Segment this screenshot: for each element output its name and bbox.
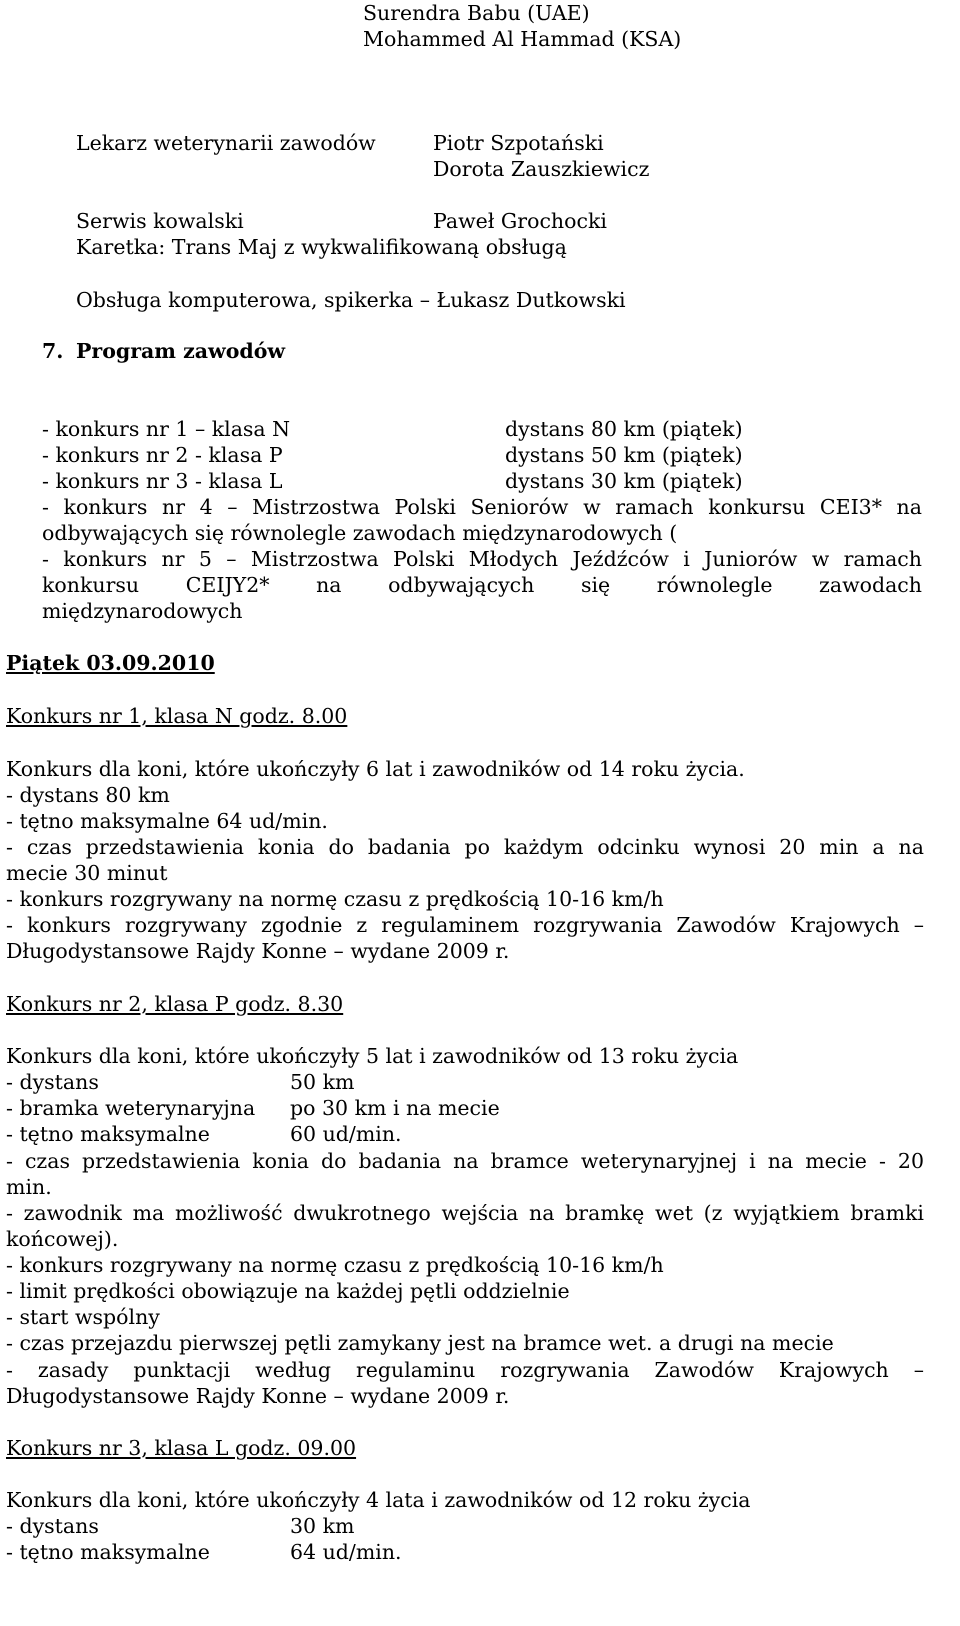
competition-2-param-value: 50 km — [290, 1070, 355, 1094]
competition-2-param-label: - tętno maksymalne — [6, 1122, 210, 1146]
vet-name: Dorota Zauszkiewicz — [433, 157, 650, 181]
judge-name: Mohammed Al Hammad (KSA) — [363, 27, 682, 51]
competition-1-line: - dystans 80 km — [6, 783, 170, 807]
competition-2-line: - konkurs rozgrywany na normę czasu z prędkością 10-16 km/h — [6, 1253, 664, 1277]
program-item-left: - konkurs nr 2 - klasa P — [42, 443, 283, 467]
day-heading: Piątek 03.09.2010 — [6, 651, 215, 675]
competition-2-line: - limit prędkości obowiązuje na każdej pętli oddzielnie — [6, 1279, 570, 1303]
competition-2-line: - start wspólny — [6, 1305, 160, 1329]
program-item-right: dystans 80 km (piątek) — [505, 417, 743, 441]
competition-2-heading: Konkurs nr 2, klasa P godz. 8.30 — [6, 992, 344, 1016]
competition-3-param-value: 64 ud/min. — [290, 1540, 402, 1564]
section-title: Program zawodów — [76, 339, 286, 363]
competition-1-line: - tętno maksymalne 64 ud/min. — [6, 809, 328, 833]
competition-2-intro: Konkurs dla koni, które ukończyły 5 lat i zawodników od 13 roku życia — [6, 1044, 739, 1068]
competition-1-line: - konkurs rozgrywany na normę czasu z prędkością 10-16 km/h — [6, 887, 664, 911]
vet-label: Lekarz weterynarii zawodów — [76, 131, 376, 155]
section-number: 7. — [42, 339, 64, 363]
competition-2-param-label: - bramka weterynaryjna — [6, 1096, 256, 1120]
competition-2-line: min. — [6, 1175, 52, 1199]
competition-2-param-value: 60 ud/min. — [290, 1122, 402, 1146]
program-item-right: dystans 50 km (piątek) — [505, 443, 743, 467]
farrier-label: Serwis kowalski — [76, 209, 244, 233]
competition-2-line: - czas przejazdu pierwszej pętli zamykany jest na bramce wet. a drugi na mecie — [6, 1331, 834, 1355]
farrier-name: Paweł Grochocki — [433, 209, 607, 233]
competition-3-param-label: - tętno maksymalne — [6, 1540, 210, 1564]
competition-3-intro: Konkurs dla koni, które ukończyły 4 lata i zawodników od 12 roku życia — [6, 1488, 751, 1512]
competition-3-param-label: - dystans — [6, 1514, 99, 1538]
competition-3-param-value: 30 km — [290, 1514, 355, 1538]
program-item-left: - konkurs nr 1 – klasa N — [42, 417, 291, 441]
computer-service-info: Obsługa komputerowa, spikerka – Łukasz Dutkowski — [76, 288, 626, 312]
program-text-line: konkursu CEIJY2* na odbywających się równolegle zawodach — [42, 573, 922, 597]
program-item-left: - konkurs nr 3 - klasa L — [42, 469, 283, 493]
judge-name: Surendra Babu (UAE) — [363, 1, 590, 25]
program-text-line: odbywających się równolegle zawodach międzynarodowych ( — [42, 521, 678, 545]
program-item-right: dystans 30 km (piątek) — [505, 469, 743, 493]
competition-1-line: - konkurs rozgrywany zgodnie z regulaminem rozgrywania Zawodów Krajowych – — [6, 913, 924, 937]
ambulance-info: Karetka: Trans Maj z wykwalifikowaną obsługą — [76, 235, 567, 259]
competition-1-line: Długodystansowe Rajdy Konne – wydane 2009 r. — [6, 939, 510, 963]
competition-1-line: mecie 30 minut — [6, 861, 168, 885]
competition-2-param-value: po 30 km i na mecie — [290, 1096, 500, 1120]
competition-1-line: Konkurs dla koni, które ukończyły 6 lat i zawodników od 14 roku życia. — [6, 757, 745, 781]
competition-2-line: Długodystansowe Rajdy Konne – wydane 2009 r. — [6, 1384, 510, 1408]
program-text-line: międzynarodowych — [42, 599, 243, 623]
competition-2-line: końcowej). — [6, 1227, 119, 1251]
competition-2-param-label: - dystans — [6, 1070, 99, 1094]
competition-2-line: - zawodnik ma możliwość dwukrotnego wejścia na bramkę wet (z wyjątkiem bramki — [6, 1201, 924, 1225]
competition-1-heading: Konkurs nr 1, klasa N godz. 8.00 — [6, 704, 348, 728]
competition-2-line: - czas przedstawienia konia do badania na bramce weterynaryjnej i na mecie - 20 — [6, 1149, 924, 1173]
competition-1-line: - czas przedstawienia konia do badania po każdym odcinku wynosi 20 min a na — [6, 835, 924, 859]
competition-3-heading: Konkurs nr 3, klasa L godz. 09.00 — [6, 1436, 357, 1460]
program-text-line: - konkurs nr 5 – Mistrzostwa Polski Młodych Jeźdźców i Juniorów w ramach — [42, 547, 922, 571]
program-text-line: - konkurs nr 4 – Mistrzostwa Polski Seniorów w ramach konkursu CEI3* na — [42, 495, 922, 519]
competition-2-line: - zasady punktacji według regulaminu rozgrywania Zawodów Krajowych – — [6, 1358, 924, 1382]
vet-name: Piotr Szpotański — [433, 131, 604, 155]
